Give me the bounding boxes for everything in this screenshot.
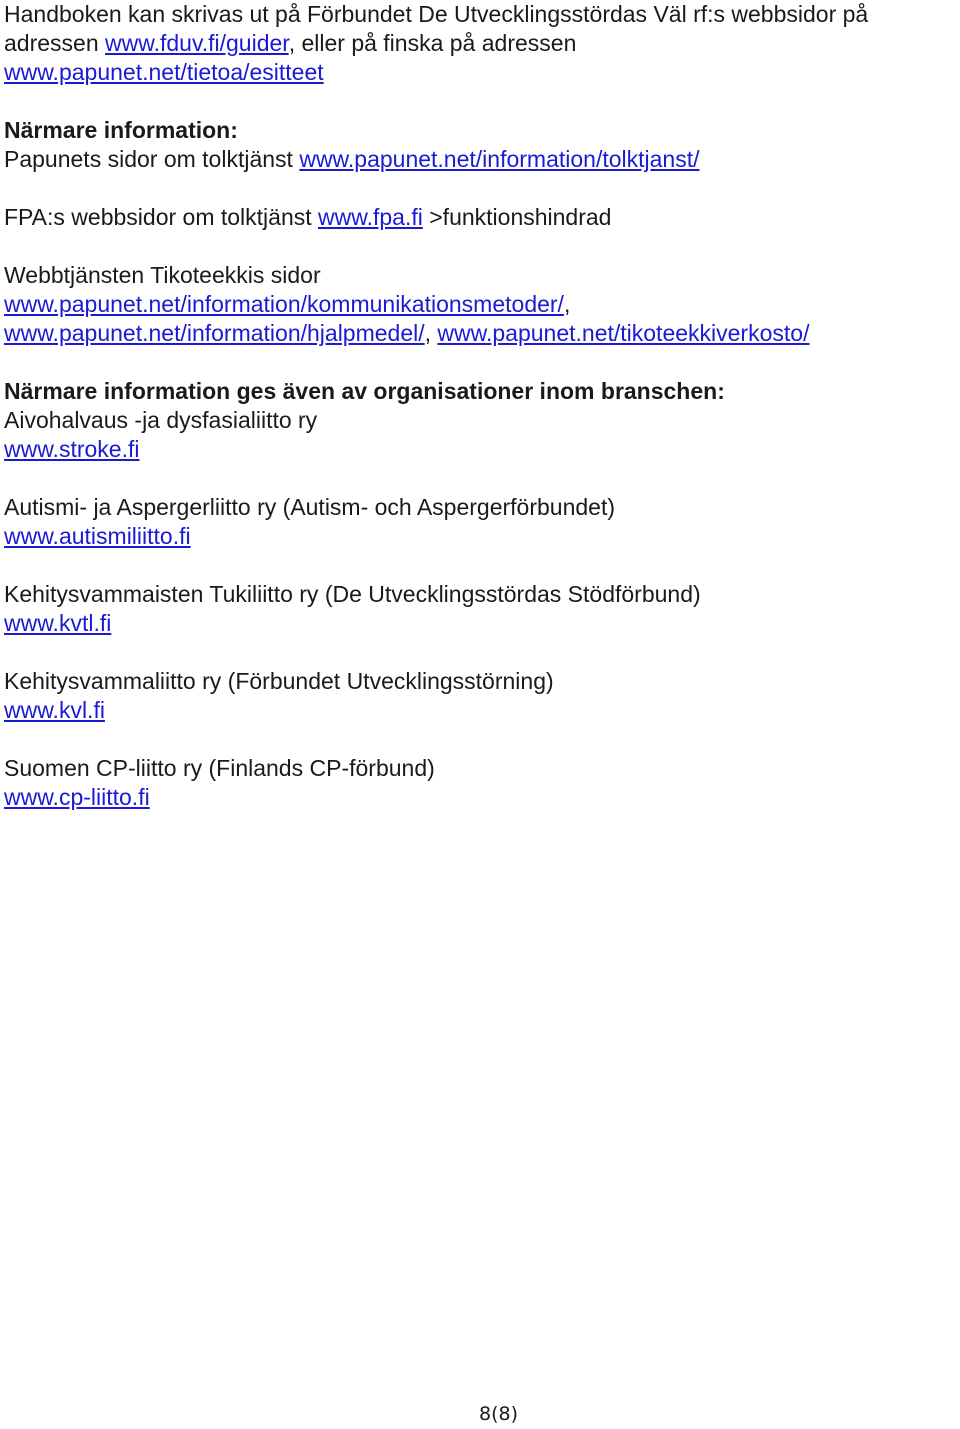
spacer — [4, 638, 956, 667]
org-name: Autismi- ja Aspergerliitto ry (Autism- och Aspergerförbundet) — [4, 494, 616, 520]
page-number: 8(8) — [478, 1403, 518, 1425]
document-page — [4, 0, 956, 812]
papunet-tikoteekkiverkosto-link[interactable]: www.papunet.net/tikoteekkiverkosto/ — [437, 320, 810, 346]
spacer — [4, 551, 956, 580]
org-link-line — [4, 435, 956, 464]
spacer — [4, 725, 956, 754]
organisations-heading: Närmare information ges även av organisationer inom branschen: — [4, 378, 725, 404]
spacer — [4, 87, 956, 116]
spacer — [4, 174, 956, 203]
fpa-link[interactable]: www.fpa.fi — [318, 204, 423, 230]
more-info-heading: Närmare information: — [4, 117, 238, 143]
spacer — [4, 348, 956, 377]
org-link[interactable]: www.autismiliitto.fi — [4, 523, 191, 549]
fpa-text: FPA:s webbsidor om tolktjänst — [4, 204, 319, 230]
intro-paragraph — [4, 0, 956, 58]
fpa-suffix: >funktionshindrad — [422, 204, 612, 230]
comma: , — [563, 291, 571, 317]
org-name: Kehitysvammaisten Tukiliitto ry (De Utvecklingsstördas Stödförbund) — [4, 581, 701, 607]
org-link[interactable]: www.kvl.fi — [4, 697, 105, 723]
tikoteekki-line-2 — [4, 319, 956, 348]
intro-text-1: Handboken kan skrivas ut på Förbundet De Utvecklingsstördas Väl rf:s webbsidor på adressen — [4, 1, 869, 56]
spacer — [4, 464, 956, 493]
org-link-line — [4, 522, 956, 551]
tikoteekki-text: Webbtjänsten Tikoteekkis sidor — [4, 262, 321, 288]
comma-space: , — [424, 320, 438, 346]
org-name: Suomen CP-liitto ry (Finlands CP-förbund) — [4, 755, 435, 781]
papunet-tolk-line — [4, 145, 956, 174]
intro-paragraph-line-3 — [4, 58, 956, 87]
org-link-line — [4, 696, 956, 725]
papunet-tolk-text: Papunets sidor om tolktjänst — [4, 146, 300, 172]
org-link[interactable]: www.kvtl.fi — [4, 610, 112, 636]
tikoteekki-line-1 — [4, 290, 956, 319]
intro-text-2: , eller på finska på adressen — [288, 30, 577, 56]
fduv-guider-link[interactable]: www.fduv.fi/guider — [105, 30, 289, 56]
papunet-tolktjanst-link[interactable]: www.papunet.net/information/tolktjanst/ — [299, 146, 700, 172]
org-name: Kehitysvammaliitto ry (Förbundet Utvecklingsstörning) — [4, 668, 554, 694]
spacer — [4, 232, 956, 261]
papunet-esitteet-link[interactable]: www.papunet.net/tietoa/esitteet — [4, 59, 324, 85]
org-link-line — [4, 609, 956, 638]
org-link-line — [4, 783, 956, 812]
fpa-line — [4, 203, 956, 232]
org-name: Aivohalvaus -ja dysfasialiitto ry — [4, 407, 318, 433]
papunet-hjalpmedel-link[interactable]: www.papunet.net/information/hjalpmedel/ — [4, 320, 425, 346]
org-link[interactable]: www.cp-liitto.fi — [4, 784, 150, 810]
org-link[interactable]: www.stroke.fi — [4, 436, 140, 462]
papunet-kommunikationsmetoder-link[interactable]: www.papunet.net/information/kommunikationsmetoder/ — [4, 291, 564, 317]
